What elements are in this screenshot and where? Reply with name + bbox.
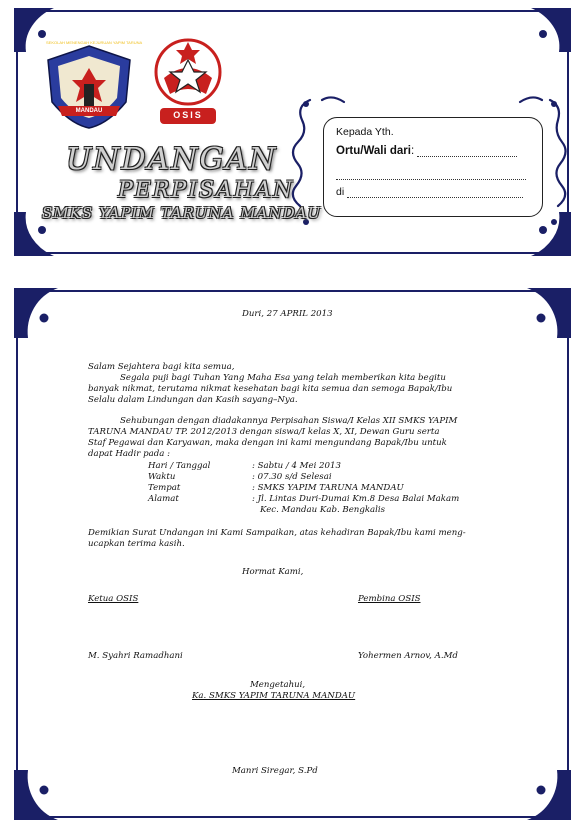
letter-paragraph1-line2: banyak nikmat, terutama nikmat kesehatan bagi kita semua dan semoga Bapak/Ibu [88, 384, 453, 394]
signature-right-title: Pembina OSIS [358, 594, 421, 604]
address-to: Kepada Yth. [336, 126, 394, 138]
address-parent-line [336, 145, 517, 157]
letter-acknowledged: Mengetahui, [250, 680, 306, 690]
title-perpisahan: PERPISAHAN [118, 178, 295, 203]
principal-name: Manri Siregar, S.Pd [232, 766, 318, 776]
letter-paragraph1-line1: Segala puji bagi Tuhan Yang Maha Esa yang telah memberikan kita begitu [120, 373, 446, 383]
address-place-line [336, 186, 523, 198]
principal-title: Ka. SMKS YAPIM TARUNA MANDAU [192, 691, 356, 701]
title-school-name: SMKS YAPIM TARUNA MANDAU [42, 204, 322, 222]
detail-value-place: : SMKS YAPIM TARUNA MANDAU [252, 483, 404, 493]
address-blank-line[interactable] [336, 168, 526, 180]
address-box [323, 117, 543, 217]
school-logo-banner: MANDAU [75, 108, 103, 114]
letter-paragraph2-line2: TARUNA MANDAU TP. 2012/2013 dengan siswa/I kelas X, XI, Dewan Guru serta [88, 427, 440, 437]
letter-page [10, 284, 575, 824]
signature-left-name: M. Syahri Ramadhani [88, 651, 183, 661]
detail-value-address-cont: Kec. Mandau Kab. Bengkalis [260, 505, 386, 515]
letter-closing-line1: Demikian Surat Undangan ini Kami Sampaikan, atas kehadiran Bapak/Ibu kami meng- [88, 528, 466, 538]
signature-right-name: Yohermen Arnov, A.Md [358, 651, 458, 661]
address-parent-label: Ortu/Wali dari [336, 145, 411, 157]
detail-label-time: Waktu [148, 472, 176, 482]
detail-label-date: Hari / Tanggal [148, 461, 211, 471]
letter-closing-line2: ucapkan terima kasih. [88, 539, 185, 549]
address-parent-colon: : [410, 145, 415, 157]
letter-date: Duri, 27 APRIL 2013 [242, 309, 333, 319]
osis-logo-banner: OSIS [173, 110, 203, 120]
title-undangan: UNDANGAN [66, 142, 278, 177]
letter-paragraph2-line1: Sehubungan dengan diadakannya Perpisahan Siswa/I Kelas XII SMKS YAPIM [120, 416, 458, 426]
address-place-prefix: di [336, 186, 345, 198]
detail-value-time: : 07.30 s/d Selesai [252, 472, 332, 482]
letter-paragraph2-line4: dapat Hadir pada : [88, 449, 171, 459]
detail-label-address: Alamat [148, 494, 179, 504]
detail-value-address: : Jl. Lintas Duri-Dumai Km.8 Desa Balai Makam [252, 494, 460, 504]
signature-left-title: Ketua OSIS [88, 594, 139, 604]
invitation-card [10, 4, 575, 260]
letter-regards: Hormat Kami, [242, 567, 304, 577]
school-logo [44, 44, 134, 130]
detail-label-place: Tempat [148, 483, 181, 493]
school-logo-ring-text: SEKOLAH MENENGAH KEJURUAN YAPIM TARUNA [46, 40, 143, 45]
letter-greeting: Salam Sejahtera bagi kita semua, [88, 362, 235, 372]
address-place-blank[interactable] [347, 188, 523, 198]
detail-value-date: : Sabtu / 4 Mei 2013 [252, 461, 341, 471]
letter-paragraph1-line3: Selalu dalam Lindungan dan Kasih sayang–Nya. [88, 395, 298, 405]
address-parent-blank[interactable] [417, 147, 517, 157]
letter-paragraph2-line3: Staf Pegawai dan Karyawan, maka dengan ini kami mengundang Bapak/Ibu untuk [88, 438, 447, 448]
